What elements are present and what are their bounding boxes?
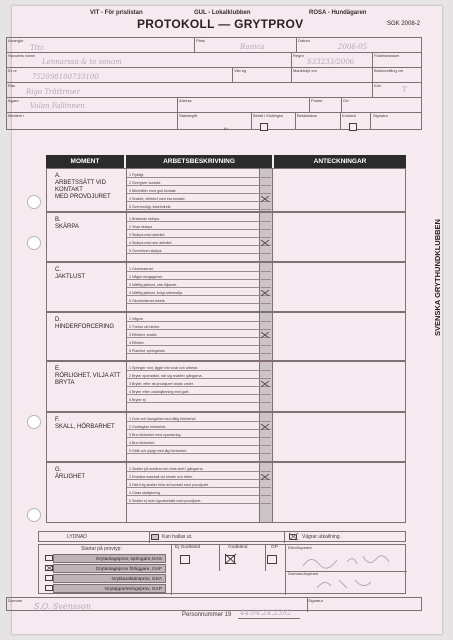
section-f	[46, 412, 406, 462]
option-4: 4 Måttlig jaktlust, livligt arbetsvilja.	[127, 289, 259, 296]
provtyp-gka[interactable]: Grytkaraktärsprov, GKA	[53, 574, 166, 583]
section-label: G. ÄRLIGHET	[55, 467, 86, 480]
option-checkbox[interactable]	[259, 223, 271, 230]
label-kan-hallas: Kan hallas ut.	[162, 534, 193, 540]
club-name-vertical: SVENSKA GRYTHUNDKLUBBEN	[433, 219, 442, 336]
label-medlem: Medlem i	[8, 113, 25, 118]
header-anteckningar: ANTECKNINGAR	[274, 155, 406, 168]
option-checkbox[interactable]	[259, 281, 271, 288]
option-5: 5 Skaller ej trots ögonkontakt med provdjuret.	[127, 497, 259, 504]
kan-hallas-checkbox[interactable]	[151, 534, 159, 540]
label-hundens-namn: Hundens namn	[8, 53, 36, 58]
table-header	[46, 155, 406, 168]
option-checkbox[interactable]	[259, 489, 271, 496]
label-betaldatum: Betaldatum	[297, 113, 318, 118]
option-checkbox[interactable]	[259, 231, 271, 238]
hand-domare: S.O. Svensson	[34, 602, 91, 611]
personnummer-line	[238, 618, 300, 619]
option-3: 3 Bryter, efter att provdjuret visats under.	[127, 380, 259, 387]
label-godkand: Godkänd	[228, 545, 248, 550]
option-5: 5 Bryter ej.	[127, 396, 259, 403]
gp-checkbox[interactable]	[267, 555, 277, 564]
option-4: 4 Skärpa med stor aktivitet.	[127, 239, 259, 246]
option-1: 1 Skaller på avstånd och röda stort i gångarna.	[127, 465, 259, 472]
option-1: 1 Bristande skärpa.	[127, 215, 259, 222]
betalt-checkbox[interactable]	[260, 123, 268, 131]
punch-hole	[27, 195, 41, 209]
provtyp-gap[interactable]: Grytapporteringsprov, GAP	[53, 584, 166, 593]
label-ort: Ort	[343, 98, 349, 103]
gap-checkbox[interactable]	[45, 585, 53, 591]
hand-kon: T	[402, 86, 407, 94]
option-checkbox[interactable]	[259, 265, 271, 272]
gaf-x-mark	[45, 564, 54, 572]
section-label: F. SKALL, HÖRBARHET	[55, 417, 115, 430]
x-mark	[261, 196, 269, 202]
section-a	[46, 168, 406, 212]
option-3: 3 Bibehåller med god kontakt.	[127, 187, 259, 194]
label-startat: Startat på provtyp:	[81, 546, 122, 552]
label-betalt: Betalt i Klubbgiro	[253, 113, 284, 118]
provtyp-gas[interactable]: Grytanlagsprov, springare,GAS	[53, 554, 166, 563]
option-5: 5 Okontrollerad arbete.	[127, 297, 259, 304]
label-ras: Ras	[8, 83, 16, 88]
option-5: 5 Överdriven skärpa.	[127, 247, 259, 254]
option-5: 5 Övermodigt, ilsket/direkt.	[127, 203, 259, 210]
section-d	[46, 312, 406, 361]
vagrar-x-mark	[288, 532, 299, 541]
label-kontant: Kontant	[342, 113, 356, 118]
section-g	[46, 462, 406, 523]
punch-hole	[27, 508, 41, 522]
option-2: 2 Bryter sporadiskt, när sig snabbt i gångarna.	[127, 372, 259, 379]
option-2: 2 Visar skärpa.	[127, 223, 259, 230]
section-label: E. RÖRLIGHET, VILJA ATT BRYTA	[55, 366, 121, 386]
hand-id-nr: 752098100733100	[32, 73, 99, 81]
label-agare: Ägare	[8, 98, 19, 103]
x-mark	[261, 424, 269, 430]
label-mankhojd: Mankhöjd cm	[293, 68, 317, 73]
label-vikt: Vikt kg	[234, 68, 246, 73]
provtyp-gaf[interactable]: Grytanlagsprov förliggare, GAF	[53, 564, 166, 573]
x-mark	[261, 290, 269, 296]
x-mark	[261, 381, 269, 387]
option-5: 5 Gällt och pipigt med låg hörbarhet.	[127, 447, 259, 454]
gka-checkbox[interactable]	[45, 575, 53, 581]
signature-drawing	[297, 550, 397, 592]
option-checkbox[interactable]	[259, 439, 271, 446]
option-checkbox[interactable]	[259, 171, 271, 178]
option-checkbox[interactable]	[259, 465, 271, 472]
option-3: 3 Skärpa med aktivitet.	[127, 231, 259, 238]
label-domare: Domare	[8, 598, 23, 603]
option-4: 4 Glass stallgivning.	[127, 489, 259, 496]
label-domare-aspirant: Domare/Aspirant	[288, 571, 319, 576]
label-postnr: Postnr	[311, 98, 323, 103]
option-checkbox[interactable]	[259, 323, 271, 330]
option-checkbox[interactable]	[259, 431, 271, 438]
option-2: 2 Övergiver kontakt.	[127, 179, 259, 186]
option-checkbox[interactable]	[259, 339, 271, 346]
label-plats: Plats	[196, 38, 205, 43]
option-4: 4 Snabbt, effektivt med bra kontakt.	[127, 195, 259, 202]
hand-arrangor: Tttc	[30, 44, 45, 52]
label-elevaspirant: Elev/Aspirant	[288, 545, 312, 550]
ej-godkand-checkbox[interactable]	[180, 555, 190, 564]
x-mark	[261, 332, 269, 338]
option-2: 2 Tvekar vid hinder.	[127, 323, 259, 330]
option-checkbox[interactable]	[259, 215, 271, 222]
section-b	[46, 212, 406, 262]
option-checkbox[interactable]	[259, 497, 271, 504]
option-checkbox[interactable]	[259, 203, 271, 210]
hand-plats: Ranica	[240, 43, 265, 51]
godkand-x-mark	[224, 553, 237, 565]
option-checkbox[interactable]	[259, 273, 271, 280]
header-arbetsbeskrivning: ARBETSBESKRIVNING	[126, 155, 272, 168]
form-title: PROTOKOLL — GRYTPROV	[137, 17, 304, 31]
option-checkbox[interactable]	[259, 372, 271, 379]
label-ej-godkand: Ej Godkänd	[175, 545, 201, 550]
option-1: 1 Vägrar.	[127, 315, 259, 322]
option-4: 4 Effektiv.	[127, 339, 259, 346]
punch-hole	[27, 415, 41, 429]
option-2: 2 Något oengagerad.	[127, 273, 259, 280]
label-datum: Datum	[298, 38, 310, 43]
section-label: A. ARBETSSÄTT VID KONTAKT MED PROVDJURET	[55, 173, 111, 200]
lydnad-row	[38, 531, 406, 542]
option-checkbox[interactable]	[259, 364, 271, 371]
hand-datum: 2006-05	[338, 43, 368, 51]
section-label: B. SKÄRPA	[55, 217, 79, 230]
section-c	[46, 262, 406, 312]
copy-label-white: VIT - För prislistan	[90, 10, 143, 16]
option-checkbox[interactable]	[259, 315, 271, 322]
option-checkbox[interactable]	[259, 187, 271, 194]
section-e	[46, 361, 406, 412]
label-arrangor: Arrangör	[8, 38, 24, 43]
option-1: 1 Flyktigt	[127, 171, 259, 178]
kontant-checkbox[interactable]	[349, 123, 357, 131]
hand-hundens-namn: Lennarssa & to sonom	[42, 58, 122, 66]
copy-label-pink: ROSA - Hundägaren	[309, 10, 367, 16]
x-mark	[261, 474, 269, 480]
option-1: 1 Dovt och klangdöst med dålig hörbarhet.	[127, 415, 259, 422]
label-id-nr: ID-nr	[8, 68, 17, 73]
option-checkbox[interactable]	[259, 347, 271, 354]
label-personnummer: Personnummer 19	[182, 612, 232, 618]
option-1: 1 Springer runt, ligger inte kvar och arbetar.	[127, 364, 259, 371]
label-lydnad: LYDNAD	[67, 534, 87, 540]
option-checkbox[interactable]	[259, 179, 271, 186]
label-fodelsedatum: Födelsedatum	[374, 53, 400, 58]
label-signatur-bottom: Signatur	[308, 598, 323, 603]
form-code: SGK 2008-2	[387, 21, 421, 27]
label-gp: GP	[271, 545, 278, 550]
header-moment: MOMENT	[46, 155, 124, 168]
hand-regnr: S33233/2006	[307, 58, 355, 66]
option-3: 3 Bra hörbarhet med nyansering.	[127, 431, 259, 438]
form-page	[8, 6, 442, 634]
option-5: 5 Planlöst, springande.	[127, 347, 259, 354]
option-2: 2 Enstaka marskall vid hinder och vikter.	[127, 473, 259, 480]
label-startavgift: Startavgift	[179, 113, 198, 118]
option-checkbox[interactable]	[259, 447, 271, 454]
hand-ras: Riga Trättrmer	[26, 88, 80, 96]
label-kr: Kr	[224, 126, 228, 131]
option-4: 4 Bryter efter undanjämning med gott.	[127, 388, 259, 395]
option-checkbox[interactable]	[259, 481, 271, 488]
option-checkbox[interactable]	[259, 396, 271, 403]
option-checkbox[interactable]	[259, 247, 271, 254]
label-vagrar: Vägrar utkallning.	[302, 534, 341, 540]
label-signatur: Signatur	[373, 113, 388, 118]
label-kon: Kön	[374, 83, 382, 88]
option-checkbox[interactable]	[259, 415, 271, 422]
option-3: 3 Måttlig jaktlust, ofta följande.	[127, 281, 259, 288]
punch-hole	[27, 236, 41, 250]
option-checkbox[interactable]	[259, 388, 271, 395]
option-4: 4 Bra hörbarhet.	[127, 439, 259, 446]
label-regnr: Regnr	[293, 53, 304, 58]
x-mark	[261, 240, 269, 246]
hand-personnummer: 44.04.24.2392	[240, 609, 292, 617]
label-adress: Adress	[179, 98, 192, 103]
option-3: 3 Helt trög skaller hela vid kontakt med provdjuret.	[127, 481, 259, 488]
option-3: 3 Effektivt, snabb.	[127, 331, 259, 338]
option-1: 1 Ointresserad.	[127, 265, 259, 272]
option-checkbox[interactable]	[259, 297, 271, 304]
copy-label-yellow: GUL - Lokalklubben	[194, 10, 251, 16]
section-label: C. JAKTLUST	[55, 267, 86, 280]
option-2: 2 Godtagbar hörbarhet.	[127, 423, 259, 430]
gas-checkbox[interactable]	[45, 555, 53, 561]
label-brostomfang: Bröstomfång cm	[374, 68, 404, 73]
hand-agare: Valan Fallinnen	[30, 102, 85, 110]
section-label: D. HINDERFORCERING	[55, 317, 115, 330]
